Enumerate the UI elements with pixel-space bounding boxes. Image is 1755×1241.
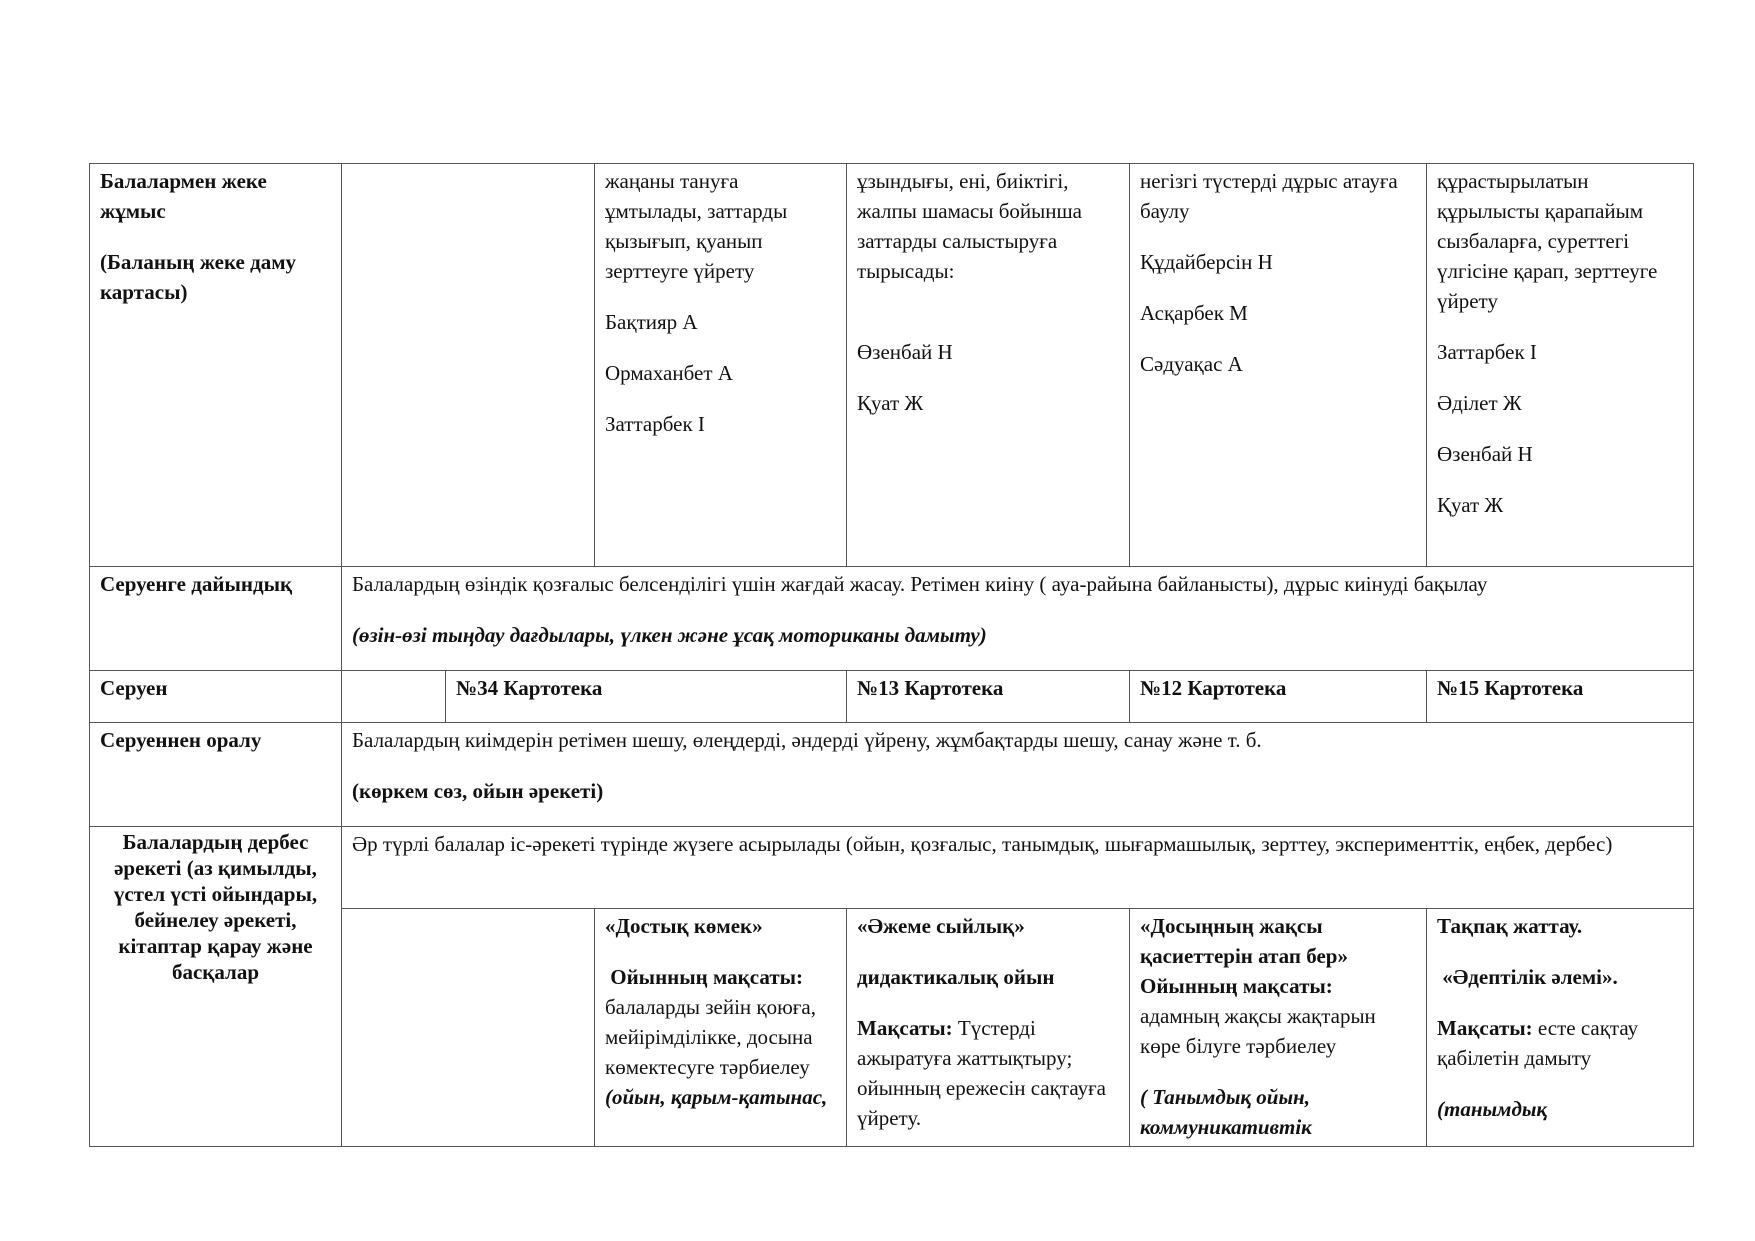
row-label-cell bbox=[90, 723, 342, 827]
child-name: Әділет Ж bbox=[1437, 391, 1522, 415]
child-name: Бақтияр А bbox=[605, 310, 698, 334]
goal-label: Мақсаты: bbox=[857, 1016, 953, 1040]
cell-day-4 bbox=[1130, 164, 1427, 567]
game-subtitle: «Әдептілік әлемі». bbox=[1442, 965, 1618, 989]
cell-day-5 bbox=[1427, 909, 1694, 1147]
row-label-cell bbox=[90, 671, 342, 723]
cell-note: (көркем сөз, ойын әрекеті) bbox=[352, 779, 604, 803]
goal-text: балаларды зейін қоюға, мейірімділікке, досына көмектесуге тәрбиелеу (ойын, қарым-қатынас, bbox=[605, 995, 828, 1109]
child-name: Өзенбай Н bbox=[857, 340, 953, 364]
child-name: Заттарбек І bbox=[1437, 340, 1537, 364]
cell-day-4 bbox=[1130, 909, 1427, 1147]
card-file-label: №15 Картотека bbox=[1437, 676, 1584, 700]
child-name: Сәдуақас А bbox=[1140, 352, 1243, 376]
cell-text: ұзындығы, ені, биіктігі, жалпы шамасы бойынша заттарды салыстыруға тырысады: bbox=[857, 169, 1082, 283]
child-name: Құдайберсін Н bbox=[1140, 250, 1273, 274]
row-label-cell bbox=[90, 567, 342, 671]
row-label: Серуеннен оралу bbox=[100, 728, 262, 752]
goal-label: Ойынның мақсаты: bbox=[610, 965, 804, 989]
cell-day-2 bbox=[595, 164, 847, 567]
row-walk bbox=[90, 671, 1694, 723]
cell-text: Балалардың киімдерін ретімен шешу, өлеңдерді, әндерді үйрену, жұмбақтарды шешу, санау және т. б. bbox=[352, 728, 1262, 752]
row-label: Серуенге дайындық bbox=[100, 572, 293, 596]
child-name: Қуат Ж bbox=[857, 391, 924, 415]
child-name: Заттарбек І bbox=[605, 412, 705, 436]
goal-text: Мақсаты: есте сақтау қабілетін дамыту bbox=[1437, 1016, 1639, 1070]
game-title: «Достық көмек» bbox=[605, 914, 763, 938]
merged-cell bbox=[342, 567, 1694, 671]
goal-text: Мақсаты: Түстерді ажыратуға жаттықтыру; ойынның ережесін сақтауға үйрету. bbox=[857, 1016, 1107, 1130]
game-title: Тақпақ жаттау. bbox=[1437, 914, 1583, 938]
row-label: Балалармен жеке жұмыс bbox=[100, 169, 267, 223]
empty-cell bbox=[342, 909, 595, 1147]
card-file-label: №12 Картотека bbox=[1140, 676, 1287, 700]
game-note: ( Танымдық ойын, коммуникативтік bbox=[1140, 1085, 1312, 1139]
cell-text: Балалардың өзіндік қозғалыс белсенділігі үшін жағдай жасау. Ретімен киіну ( ауа-райына байланысты), дұрыс киінуді бақылау bbox=[352, 572, 1488, 596]
cell-day-3 bbox=[847, 164, 1130, 567]
cell-day-5 bbox=[1427, 671, 1694, 723]
cell-text: жаңаны тануға ұмтылады, заттарды қызығып, қуанып зерттеуге үйрету bbox=[605, 169, 788, 283]
child-name: Қуат Ж bbox=[1437, 493, 1504, 517]
card-file-label: №13 Картотека bbox=[857, 676, 1004, 700]
goal-text: адамның жақсы жақтарын көре білуге тәрбиелеу bbox=[1140, 1004, 1376, 1058]
cell-text: Әр түрлі балалар іс-әрекеті түрінде жүзеге асырылады (ойын, қозғалыс, танымдық, шығармашылық, зерттеу, эксперименттік, еңбек, дербес) bbox=[352, 832, 1613, 856]
merged-cell bbox=[342, 827, 1694, 909]
cell-note: (өзін-өзі тыңдау дағдылары, үлкен және ұсақ моториканы дамыту) bbox=[352, 623, 987, 647]
row-independent-activity bbox=[90, 827, 1694, 909]
row-walk-return bbox=[90, 723, 1694, 827]
goal-label: Ойынның мақсаты: bbox=[1140, 974, 1333, 998]
child-name: Өзенбай Н bbox=[1437, 442, 1533, 466]
merged-cell bbox=[342, 723, 1694, 827]
empty-cell bbox=[342, 671, 446, 723]
child-name: Ормаханбет А bbox=[605, 361, 733, 385]
row-label-note: (Баланың жеке даму картасы) bbox=[100, 250, 297, 304]
game-title: «Әжеме сыйлық» bbox=[857, 914, 1025, 938]
goal-label: Мақсаты: bbox=[1437, 1016, 1533, 1040]
row-label-cell bbox=[90, 164, 342, 567]
game-subtitle: дидактикалық ойын bbox=[857, 965, 1055, 989]
game-note: (ойын, қарым-қатынас, bbox=[605, 1085, 828, 1109]
cell-text: құрастырылатын құрылысты қарапайым сызбаларға, суреттегі үлгісіне қарап, зерттеуге үйрету bbox=[1437, 169, 1658, 313]
cell-day-3 bbox=[847, 909, 1130, 1147]
row-individual-work bbox=[90, 164, 1694, 567]
cell-day-5 bbox=[1427, 164, 1694, 567]
row-walk-prep bbox=[90, 567, 1694, 671]
cell-day-1 bbox=[446, 671, 847, 723]
game-note: (танымдық bbox=[1437, 1097, 1548, 1121]
child-name: Асқарбек М bbox=[1140, 301, 1248, 325]
card-file-label: №34 Картотека bbox=[456, 676, 603, 700]
row-label-cell bbox=[90, 827, 342, 1147]
cell-text: негізгі түстерді дұрыс атауға баулу bbox=[1140, 169, 1398, 223]
game-title: «Досыңның жақсы қасиеттерін атап бер» bbox=[1140, 914, 1348, 968]
empty-cell bbox=[342, 164, 595, 567]
row-label: Балалардың дербес әрекеті (аз қимылды, үстел үсті ойындары, бейнелеу әрекеті, кітаптар қарау және басқалар bbox=[113, 830, 318, 984]
row-label: Серуен bbox=[100, 676, 168, 700]
cell-day-4 bbox=[1130, 671, 1427, 723]
plan-table bbox=[89, 163, 1694, 1147]
cell-day-3 bbox=[847, 671, 1130, 723]
cell-day-2 bbox=[595, 909, 847, 1147]
